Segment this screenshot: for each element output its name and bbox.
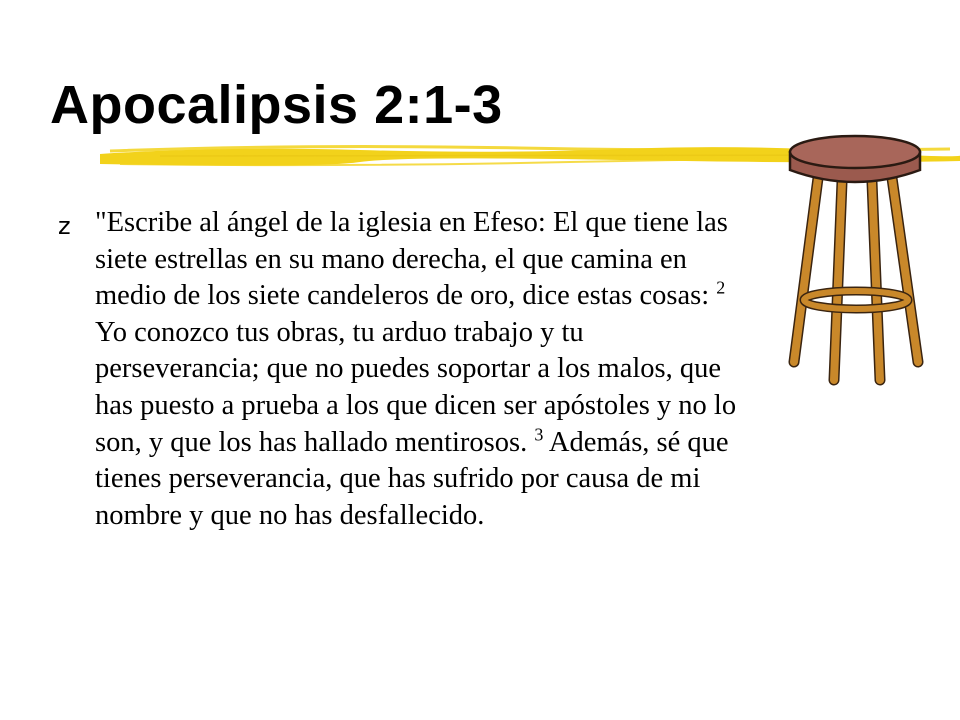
- stool-icon: [780, 130, 930, 390]
- bullet-icon: z: [58, 212, 71, 240]
- verse-part-3: Además, sé que tienes perseverancia, que has sufrido por causa de mi nombre y que no has desfallecido.: [95, 426, 729, 531]
- slide-title: Apocalipsis 2:1-3: [50, 75, 503, 135]
- verse-part-2: Yo conozco tus obras, tu arduo trabajo y tu perseverancia; que no puedes soportar a los malos, que has puesto a prueba a los que dicen ser apóstoles y no lo son, y que los has hallado mentirosos.: [95, 316, 737, 458]
- verse-part-1: "Escribe al ángel de la iglesia en Efeso: El que tiene las siete estrellas en su mano derecha, el que camina en medio de los siete candeleros de oro, dice estas cosas:: [95, 207, 728, 312]
- verse-number-3: 3: [534, 424, 544, 445]
- verse-number-2: 2: [716, 277, 726, 298]
- verse-text: [95, 205, 755, 534]
